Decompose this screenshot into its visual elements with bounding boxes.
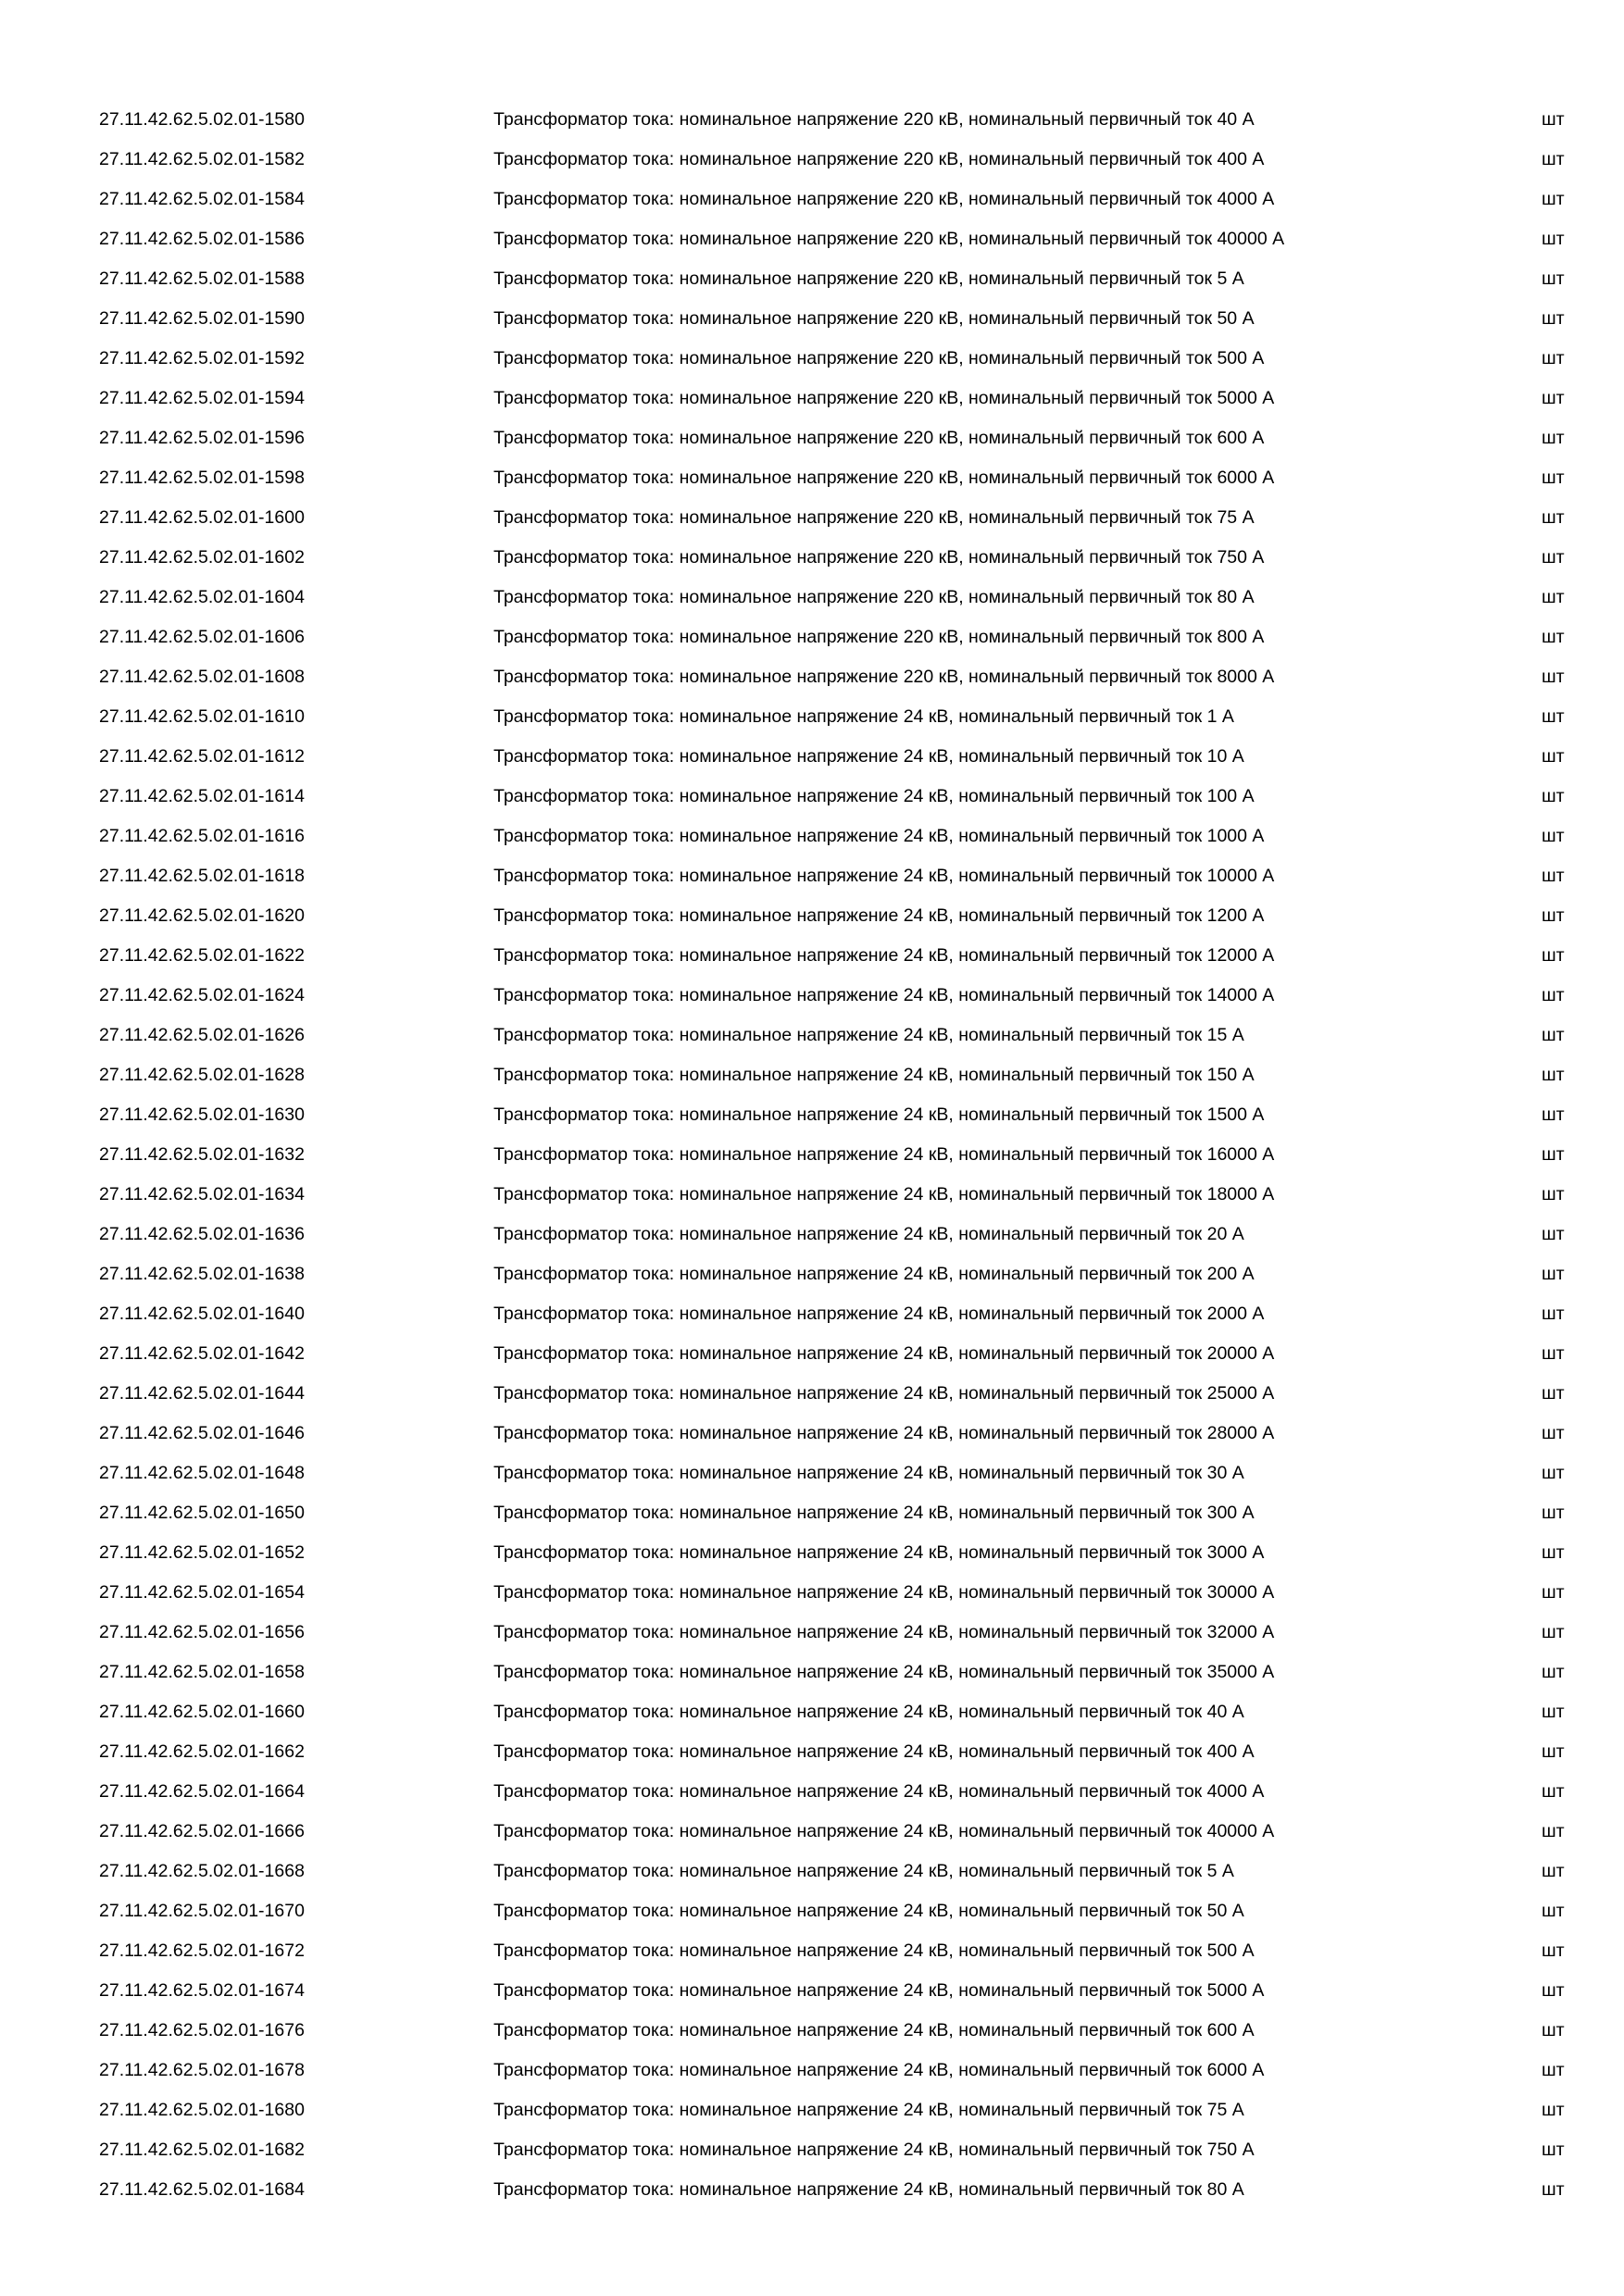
unit-of-measure: шт (1542, 428, 1565, 448)
resource-description: Трансформатор тока: номинальное напряжение 24 кВ, номинальный первичный ток 200 А (493, 1264, 1255, 1284)
unit-of-measure: шт (1542, 1463, 1565, 1483)
unit-of-measure: шт (1542, 667, 1565, 687)
table-row (0, 1055, 1624, 1095)
resource-description: Трансформатор тока: номинальное напряжение 24 кВ, номинальный первичный ток 500 А (493, 1940, 1255, 1961)
resource-description: Трансформатор тока: номинальное напряжение 24 кВ, номинальный первичный ток 10000 А (493, 866, 1275, 886)
table-row (0, 976, 1624, 1016)
unit-of-measure: шт (1542, 1503, 1565, 1523)
table-row (0, 697, 1624, 737)
resource-code: 27.11.42.62.5.02.01-1624 (99, 985, 305, 1005)
unit-of-measure: шт (1542, 189, 1565, 209)
resource-description: Трансформатор тока: номинальное напряжение 24 кВ, номинальный первичный ток 75 А (493, 2100, 1244, 2120)
table-row (0, 1414, 1624, 1454)
table-row (0, 1772, 1624, 1812)
unit-of-measure: шт (1542, 1980, 1565, 2001)
table-row (0, 578, 1624, 618)
table-row (0, 1254, 1624, 1294)
unit-of-measure: шт (1542, 1025, 1565, 1045)
unit-of-measure: шт (1542, 1383, 1565, 1404)
unit-of-measure: шт (1542, 1423, 1565, 1443)
resource-description: Трансформатор тока: номинальное напряжение 24 кВ, номинальный первичный ток 20000 А (493, 1343, 1275, 1364)
table-row (0, 180, 1624, 219)
table-row (0, 777, 1624, 817)
resource-description: Трансформатор тока: номинальное напряжение 24 кВ, номинальный первичный ток 32000 А (493, 1622, 1275, 1642)
unit-of-measure: шт (1542, 2140, 1565, 2160)
unit-of-measure: шт (1542, 2020, 1565, 2040)
unit-of-measure: шт (1542, 1662, 1565, 1682)
unit-of-measure: шт (1542, 866, 1565, 886)
resource-code: 27.11.42.62.5.02.01-1660 (99, 1702, 305, 1722)
resource-code: 27.11.42.62.5.02.01-1632 (99, 1144, 305, 1165)
table-row (0, 458, 1624, 498)
unit-of-measure: шт (1542, 268, 1565, 289)
table-row (0, 2011, 1624, 2051)
resource-description: Трансформатор тока: номинальное напряжение 220 кВ, номинальный первичный ток 500 А (493, 348, 1265, 368)
resource-description: Трансформатор тока: номинальное напряжение 220 кВ, номинальный первичный ток 400 А (493, 149, 1265, 169)
resource-code: 27.11.42.62.5.02.01-1620 (99, 905, 305, 926)
resource-code: 27.11.42.62.5.02.01-1662 (99, 1741, 305, 1762)
table-row (0, 1653, 1624, 1692)
table-row (0, 1215, 1624, 1254)
resource-code: 27.11.42.62.5.02.01-1582 (99, 149, 305, 169)
unit-of-measure: шт (1542, 1104, 1565, 1125)
resource-description: Трансформатор тока: номинальное напряжение 24 кВ, номинальный первичный ток 80 А (493, 2179, 1244, 2200)
unit-of-measure: шт (1542, 985, 1565, 1005)
resource-code: 27.11.42.62.5.02.01-1598 (99, 468, 305, 488)
resource-description: Трансформатор тока: номинальное напряжение 220 кВ, номинальный первичный ток 750 А (493, 547, 1265, 568)
table-row (0, 1692, 1624, 1732)
table-row (0, 737, 1624, 777)
table-row (0, 1891, 1624, 1931)
unit-of-measure: шт (1542, 1224, 1565, 1244)
resource-code: 27.11.42.62.5.02.01-1682 (99, 2140, 305, 2160)
table-row (0, 1971, 1624, 2011)
unit-of-measure: шт (1542, 507, 1565, 528)
unit-of-measure: шт (1542, 2179, 1565, 2200)
resource-description: Трансформатор тока: номинальное напряжение 24 кВ, номинальный первичный ток 30 А (493, 1463, 1244, 1483)
resource-code: 27.11.42.62.5.02.01-1674 (99, 1980, 305, 2001)
unit-of-measure: шт (1542, 786, 1565, 806)
table-row (0, 379, 1624, 418)
resource-description: Трансформатор тока: номинальное напряжение 220 кВ, номинальный первичный ток 6000 А (493, 468, 1275, 488)
unit-of-measure: шт (1542, 308, 1565, 329)
resource-code: 27.11.42.62.5.02.01-1636 (99, 1224, 305, 1244)
resource-description: Трансформатор тока: номинальное напряжение 24 кВ, номинальный первичный ток 1 А (493, 706, 1234, 727)
resource-code: 27.11.42.62.5.02.01-1612 (99, 746, 305, 767)
table-row (0, 1095, 1624, 1135)
resource-code: 27.11.42.62.5.02.01-1610 (99, 706, 305, 727)
resource-description: Трансформатор тока: номинальное напряжение 24 кВ, номинальный первичный ток 400 А (493, 1741, 1255, 1762)
resource-code: 27.11.42.62.5.02.01-1604 (99, 587, 305, 607)
resource-table (0, 100, 1624, 2210)
unit-of-measure: шт (1542, 348, 1565, 368)
table-row (0, 339, 1624, 379)
resource-description: Трансформатор тока: номинальное напряжение 24 кВ, номинальный первичный ток 12000 А (493, 945, 1275, 966)
unit-of-measure: шт (1542, 1741, 1565, 1762)
resource-code: 27.11.42.62.5.02.01-1584 (99, 189, 305, 209)
resource-code: 27.11.42.62.5.02.01-1602 (99, 547, 305, 568)
resource-code: 27.11.42.62.5.02.01-1666 (99, 1821, 305, 1841)
resource-code: 27.11.42.62.5.02.01-1618 (99, 866, 305, 886)
unit-of-measure: шт (1542, 1264, 1565, 1284)
resource-code: 27.11.42.62.5.02.01-1654 (99, 1582, 305, 1603)
unit-of-measure: шт (1542, 826, 1565, 846)
resource-code: 27.11.42.62.5.02.01-1640 (99, 1304, 305, 1324)
table-row (0, 817, 1624, 856)
resource-code: 27.11.42.62.5.02.01-1628 (99, 1065, 305, 1085)
resource-description: Трансформатор тока: номинальное напряжение 220 кВ, номинальный первичный ток 80 А (493, 587, 1255, 607)
unit-of-measure: шт (1542, 547, 1565, 568)
resource-code: 27.11.42.62.5.02.01-1668 (99, 1861, 305, 1881)
resource-code: 27.11.42.62.5.02.01-1680 (99, 2100, 305, 2120)
unit-of-measure: шт (1542, 468, 1565, 488)
resource-description: Трансформатор тока: номинальное напряжение 220 кВ, номинальный первичный ток 600 А (493, 428, 1265, 448)
resource-code: 27.11.42.62.5.02.01-1670 (99, 1901, 305, 1921)
resource-code: 27.11.42.62.5.02.01-1630 (99, 1104, 305, 1125)
resource-code: 27.11.42.62.5.02.01-1656 (99, 1622, 305, 1642)
unit-of-measure: шт (1542, 149, 1565, 169)
resource-description: Трансформатор тока: номинальное напряжение 24 кВ, номинальный первичный ток 1000 А (493, 826, 1265, 846)
resource-description: Трансформатор тока: номинальное напряжение 220 кВ, номинальный первичный ток 800 А (493, 627, 1265, 647)
unit-of-measure: шт (1542, 1304, 1565, 1324)
resource-code: 27.11.42.62.5.02.01-1678 (99, 2060, 305, 2080)
resource-description: Трансформатор тока: номинальное напряжение 24 кВ, номинальный первичный ток 30000 А (493, 1582, 1275, 1603)
resource-code: 27.11.42.62.5.02.01-1638 (99, 1264, 305, 1284)
unit-of-measure: шт (1542, 1781, 1565, 1802)
unit-of-measure: шт (1542, 1901, 1565, 1921)
resource-code: 27.11.42.62.5.02.01-1588 (99, 268, 305, 289)
resource-description: Трансформатор тока: номинальное напряжение 220 кВ, номинальный первичный ток 50 А (493, 308, 1255, 329)
resource-description: Трансформатор тока: номинальное напряжение 24 кВ, номинальный первичный ток 1200 А (493, 905, 1265, 926)
table-row (0, 219, 1624, 259)
table-row (0, 1852, 1624, 1891)
resource-description: Трансформатор тока: номинальное напряжение 24 кВ, номинальный первичный ток 16000 А (493, 1144, 1275, 1165)
resource-code: 27.11.42.62.5.02.01-1592 (99, 348, 305, 368)
unit-of-measure: шт (1542, 587, 1565, 607)
resource-description: Трансформатор тока: номинальное напряжение 24 кВ, номинальный первичный ток 1500 А (493, 1104, 1265, 1125)
table-row (0, 498, 1624, 538)
resource-description: Трансформатор тока: номинальное напряжение 220 кВ, номинальный первичный ток 8000 А (493, 667, 1275, 687)
unit-of-measure: шт (1542, 1861, 1565, 1881)
unit-of-measure: шт (1542, 1343, 1565, 1364)
resource-code: 27.11.42.62.5.02.01-1634 (99, 1184, 305, 1204)
table-row (0, 100, 1624, 140)
resource-code: 27.11.42.62.5.02.01-1652 (99, 1542, 305, 1563)
resource-code: 27.11.42.62.5.02.01-1616 (99, 826, 305, 846)
unit-of-measure: шт (1542, 1184, 1565, 1204)
table-row (0, 1454, 1624, 1493)
table-row (0, 299, 1624, 339)
resource-code: 27.11.42.62.5.02.01-1658 (99, 1662, 305, 1682)
resource-code: 27.11.42.62.5.02.01-1684 (99, 2179, 305, 2200)
resource-description: Трансформатор тока: номинальное напряжение 24 кВ, номинальный первичный ток 40000 А (493, 1821, 1275, 1841)
unit-of-measure: шт (1542, 388, 1565, 408)
resource-code: 27.11.42.62.5.02.01-1664 (99, 1781, 305, 1802)
table-row (0, 1374, 1624, 1414)
resource-code: 27.11.42.62.5.02.01-1644 (99, 1383, 305, 1404)
unit-of-measure: шт (1542, 1940, 1565, 1961)
resource-description: Трансформатор тока: номинальное напряжение 24 кВ, номинальный первичный ток 4000 А (493, 1781, 1265, 1802)
resource-description: Трансформатор тока: номинальное напряжение 24 кВ, номинальный первичный ток 10 А (493, 746, 1244, 767)
resource-code: 27.11.42.62.5.02.01-1646 (99, 1423, 305, 1443)
resource-code: 27.11.42.62.5.02.01-1580 (99, 109, 305, 130)
unit-of-measure: шт (1542, 109, 1565, 130)
table-row (0, 1732, 1624, 1772)
resource-description: Трансформатор тока: номинальное напряжение 220 кВ, номинальный первичный ток 40000 А (493, 229, 1285, 249)
table-row (0, 418, 1624, 458)
resource-description: Трансформатор тока: номинальное напряжение 24 кВ, номинальный первичный ток 35000 А (493, 1662, 1275, 1682)
unit-of-measure: шт (1542, 1144, 1565, 1165)
unit-of-measure: шт (1542, 1622, 1565, 1642)
resource-description: Трансформатор тока: номинальное напряжение 24 кВ, номинальный первичный ток 18000 А (493, 1184, 1275, 1204)
table-row (0, 1812, 1624, 1852)
unit-of-measure: шт (1542, 1542, 1565, 1563)
resource-description: Трансформатор тока: номинальное напряжение 24 кВ, номинальный первичный ток 2000 А (493, 1304, 1265, 1324)
resource-description: Трансформатор тока: номинальное напряжение 24 кВ, номинальный первичный ток 3000 А (493, 1542, 1265, 1563)
resource-code: 27.11.42.62.5.02.01-1626 (99, 1025, 305, 1045)
resource-code: 27.11.42.62.5.02.01-1650 (99, 1503, 305, 1523)
resource-description: Трансформатор тока: номинальное напряжение 24 кВ, номинальный первичный ток 20 А (493, 1224, 1244, 1244)
resource-description: Трансформатор тока: номинальное напряжение 24 кВ, номинальный первичный ток 300 А (493, 1503, 1255, 1523)
resource-description: Трансформатор тока: номинальное напряжение 24 кВ, номинальный первичный ток 100 А (493, 786, 1255, 806)
unit-of-measure: шт (1542, 1821, 1565, 1841)
unit-of-measure: шт (1542, 627, 1565, 647)
resource-code: 27.11.42.62.5.02.01-1596 (99, 428, 305, 448)
table-row (0, 1533, 1624, 1573)
resource-code: 27.11.42.62.5.02.01-1614 (99, 786, 305, 806)
resource-description: Трансформатор тока: номинальное напряжение 220 кВ, номинальный первичный ток 4000 А (493, 189, 1275, 209)
table-row (0, 1493, 1624, 1533)
unit-of-measure: шт (1542, 746, 1565, 767)
resource-description: Трансформатор тока: номинальное напряжение 24 кВ, номинальный первичный ток 600 А (493, 2020, 1255, 2040)
resource-description: Трансформатор тока: номинальное напряжение 220 кВ, номинальный первичный ток 5000 А (493, 388, 1275, 408)
resource-description: Трансформатор тока: номинальное напряжение 24 кВ, номинальный первичный ток 25000 А (493, 1383, 1275, 1404)
resource-description: Трансформатор тока: номинальное напряжение 24 кВ, номинальный первичный ток 5 А (493, 1861, 1234, 1881)
table-row (0, 896, 1624, 936)
unit-of-measure: шт (1542, 229, 1565, 249)
table-row (0, 618, 1624, 657)
resource-description: Трансформатор тока: номинальное напряжение 24 кВ, номинальный первичный ток 5000 А (493, 1980, 1265, 2001)
table-row (0, 1573, 1624, 1613)
resource-description: Трансформатор тока: номинальное напряжение 24 кВ, номинальный первичный ток 6000 А (493, 2060, 1265, 2080)
table-row (0, 2170, 1624, 2210)
unit-of-measure: шт (1542, 2060, 1565, 2080)
resource-code: 27.11.42.62.5.02.01-1608 (99, 667, 305, 687)
resource-description: Трансформатор тока: номинальное напряжение 220 кВ, номинальный первичный ток 75 А (493, 507, 1255, 528)
resource-description: Трансформатор тока: номинальное напряжение 24 кВ, номинальный первичный ток 150 А (493, 1065, 1255, 1085)
resource-description: Трансформатор тока: номинальное напряжение 24 кВ, номинальный первичный ток 50 А (493, 1901, 1244, 1921)
resource-code: 27.11.42.62.5.02.01-1648 (99, 1463, 305, 1483)
unit-of-measure: шт (1542, 1065, 1565, 1085)
unit-of-measure: шт (1542, 1582, 1565, 1603)
table-row (0, 856, 1624, 896)
unit-of-measure: шт (1542, 905, 1565, 926)
resource-code: 27.11.42.62.5.02.01-1606 (99, 627, 305, 647)
resource-description: Трансформатор тока: номинальное напряжение 220 кВ, номинальный первичный ток 40 А (493, 109, 1255, 130)
table-row (0, 259, 1624, 299)
table-row (0, 1135, 1624, 1175)
resource-code: 27.11.42.62.5.02.01-1676 (99, 2020, 305, 2040)
resource-description: Трансформатор тока: номинальное напряжение 220 кВ, номинальный первичный ток 5 А (493, 268, 1244, 289)
table-row (0, 1613, 1624, 1653)
resource-code: 27.11.42.62.5.02.01-1600 (99, 507, 305, 528)
resource-description: Трансформатор тока: номинальное напряжение 24 кВ, номинальный первичный ток 14000 А (493, 985, 1275, 1005)
resource-code: 27.11.42.62.5.02.01-1594 (99, 388, 305, 408)
resource-description: Трансформатор тока: номинальное напряжение 24 кВ, номинальный первичный ток 28000 А (493, 1423, 1275, 1443)
table-row (0, 936, 1624, 976)
table-row (0, 2051, 1624, 2090)
unit-of-measure: шт (1542, 706, 1565, 727)
unit-of-measure: шт (1542, 1702, 1565, 1722)
table-row (0, 1016, 1624, 1055)
table-row (0, 1334, 1624, 1374)
resource-code: 27.11.42.62.5.02.01-1622 (99, 945, 305, 966)
unit-of-measure: шт (1542, 2100, 1565, 2120)
table-row (0, 1175, 1624, 1215)
resource-code: 27.11.42.62.5.02.01-1642 (99, 1343, 305, 1364)
table-row (0, 2130, 1624, 2170)
table-row (0, 2090, 1624, 2130)
resource-description: Трансформатор тока: номинальное напряжение 24 кВ, номинальный первичный ток 40 А (493, 1702, 1244, 1722)
resource-code: 27.11.42.62.5.02.01-1590 (99, 308, 305, 329)
table-row (0, 657, 1624, 697)
table-row (0, 1294, 1624, 1334)
resource-description: Трансформатор тока: номинальное напряжение 24 кВ, номинальный первичный ток 750 А (493, 2140, 1255, 2160)
table-row (0, 538, 1624, 578)
table-row (0, 140, 1624, 180)
table-row (0, 1931, 1624, 1971)
resource-code: 27.11.42.62.5.02.01-1672 (99, 1940, 305, 1961)
unit-of-measure: шт (1542, 945, 1565, 966)
resource-description: Трансформатор тока: номинальное напряжение 24 кВ, номинальный первичный ток 15 А (493, 1025, 1244, 1045)
resource-code: 27.11.42.62.5.02.01-1586 (99, 229, 305, 249)
